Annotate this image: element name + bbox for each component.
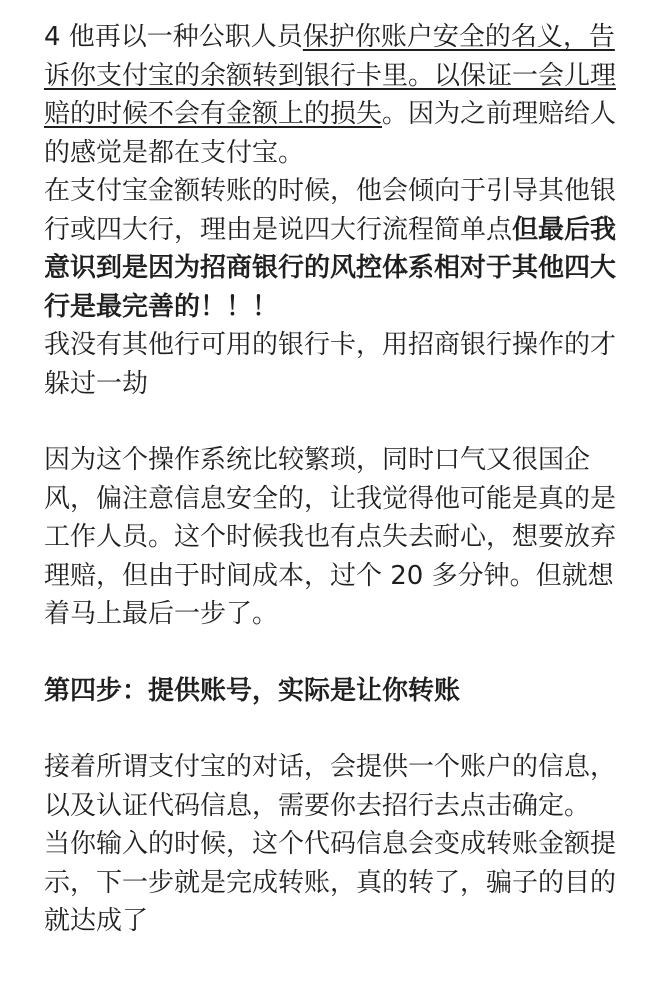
section-heading <box>44 672 624 711</box>
paragraph-gap <box>44 710 624 748</box>
article-body <box>44 18 624 941</box>
underlined-text: 保护你账户安全的名义，告诉你支付宝的余额转到银行卡里。以保证一会儿理赔的时候不会有金额上的损失 <box>44 22 617 129</box>
paragraph-text: 因为这个操作系统比较繁琐，同时口气又很国企风，偏注意信息安全的，让我觉得他可能是真的是工作人员。这个时候我也有点失去耐心，想要放弃理赔，但由于时间成本，过个 20 多分钟。但就想着马上最后一步了。 <box>44 445 617 629</box>
paragraph-cumbersome <box>44 441 624 634</box>
paragraph-text: 当你输入的时候，这个代码信息会变成转账金额提示，下一步就是完成转账，真的转了，骗子的目的就达成了 <box>44 829 617 936</box>
paragraph-text: 接着所谓支付宝的对话，会提供一个账户的信息，以及认证代码信息，需要你去招行去点击确定。 <box>44 752 617 821</box>
bold-text: 但最后我意识到是因为招商银行的风控体系相对于其他四大行是最完善的！！！ <box>44 214 617 322</box>
paragraph-text: 。因为之前理赔给人的感觉是都在支付宝。 <box>44 99 617 168</box>
paragraph-gap <box>44 403 624 441</box>
paragraph-text: 在支付宝金额转账的时候，他会倾向于引导其他银行或四大行，理由是说四大行流程简单点 <box>44 176 617 245</box>
paragraph-account-info <box>44 748 624 825</box>
heading-text: 第四步：提供账号，实际是让你转账 <box>44 675 461 706</box>
paragraph-transfer-done <box>44 825 624 941</box>
paragraph-transfer-bank <box>44 172 624 326</box>
paragraph-text: 我没有其他行可用的银行卡，用招商银行操作的才躲过一劫 <box>44 330 617 399</box>
paragraph-gap <box>44 634 624 672</box>
paragraph-escaped <box>44 326 624 403</box>
paragraph-text: 4 他再以一种公职人员 <box>44 22 303 52</box>
paragraph-step4-intro <box>44 18 624 172</box>
